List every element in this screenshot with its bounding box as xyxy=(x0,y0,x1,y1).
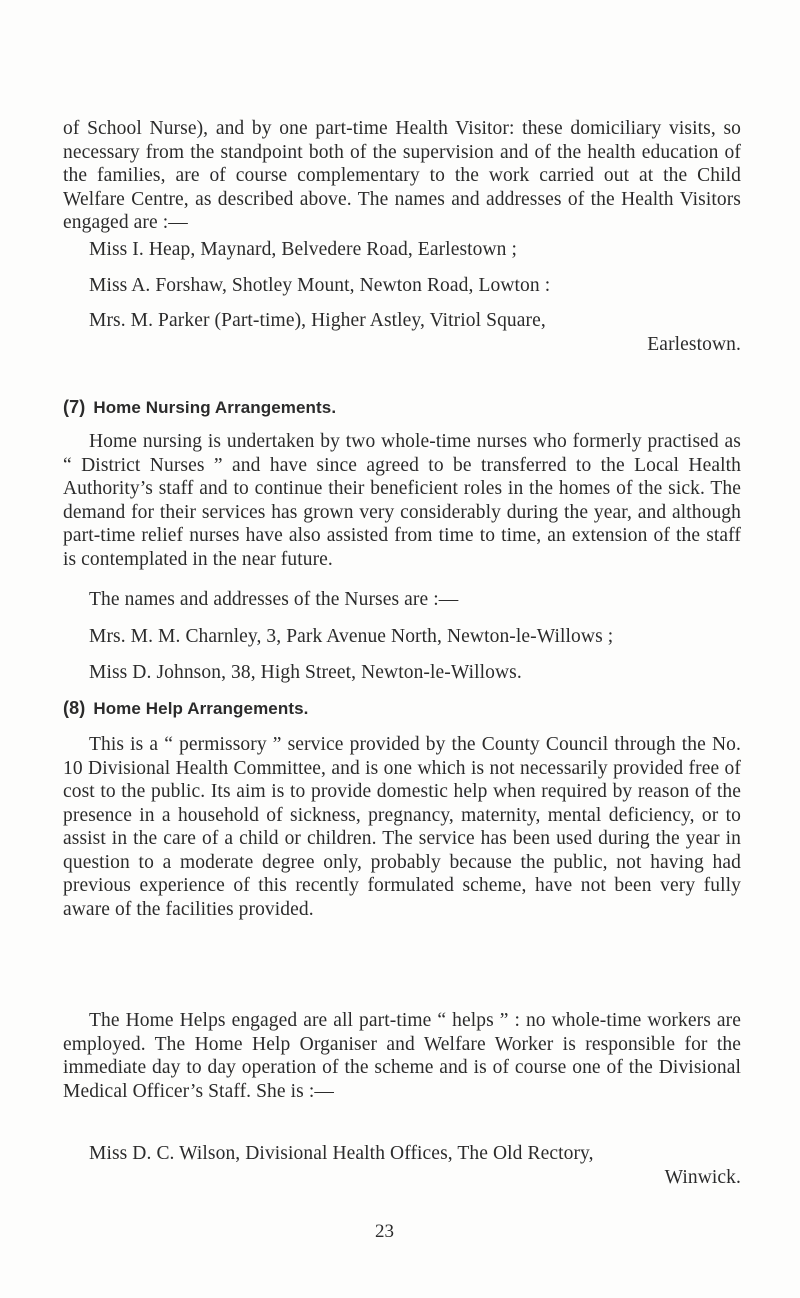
nurse-charnley: Mrs. M. M. Charnley, 3, Park Avenue North, Newton-le-Willows ; xyxy=(89,625,614,647)
visitor-parker-line2: Earlestown. xyxy=(647,333,741,355)
intro-paragraph: of School Nurse), and by one part-time Health Visitor: these domiciliary visits, so necessary from the standpoint both of the supervision and of the health education of the families, are of course complementary to the work carried out at the Child Welfare Centre, as described above. The names and addresses of the Health Visitors engaged are :— xyxy=(63,118,741,233)
organiser-line2: Winwick. xyxy=(664,1166,741,1188)
home-help-paragraph-2: The Home Helps engaged are all part-time “ helps ” : no whole-time workers are employed. The Home Help Organiser and Welfare Worker is responsible for the immediate day to day operation of the scheme and is of course one of the Divisional Medical Officer’s Staff. She is :— xyxy=(63,1010,741,1102)
section-8-body xyxy=(63,733,741,921)
nurses-list xyxy=(63,588,741,685)
section-number: (7) xyxy=(63,397,86,417)
nurse-johnson: Miss D. Johnson, 38, High Street, Newton-le-Willows. xyxy=(89,662,522,683)
section-title: Home Nursing Arrangements. xyxy=(93,398,337,417)
section-heading xyxy=(63,697,741,721)
section-number: (8) xyxy=(63,698,86,718)
section-7-heading xyxy=(63,396,741,420)
health-visitors-list xyxy=(63,238,741,356)
home-nursing-paragraph: Home nursing is undertaken by two whole-time nurses who formerly practised as “ District Nurses ” and have since agreed to be transferred to the Local Health Authority’s staff and to continue their beneficient roles in the homes of the sick. The demand for their services has grown very considerably during the year, and although part-time relief nurses have also assisted from time to time, an extension of the staff is contemplated in the near future. xyxy=(63,431,741,570)
intro-section xyxy=(63,117,741,235)
section-7-body xyxy=(63,430,741,571)
nurses-intro: The names and addresses of the Nurses are :— xyxy=(89,589,459,610)
organiser-line1: Miss D. C. Wilson, Divisional Health Offices, The Old Rectory, xyxy=(89,1143,594,1164)
home-help-paragraph-1: This is a “ permissory ” service provided by the County Council through the No. 10 Divisional Health Committee, and is one which is not necessarily provided free of cost to the public. Its aim is to provide domestic help when required by reason of the presence in a household of sickness, pregnancy, maternity, mental deficiency, or to assist in the care of a child or children. The service has been used during the year in question to a moderate degree only, probably because the public, not having had previous experience of this recently formulated scheme, have not been very fully aware of the facilities provided. xyxy=(63,734,741,920)
visitor-forshaw: Miss A. Forshaw, Shotley Mount, Newton Road, Lowton : xyxy=(89,274,551,296)
section-8-body-2 xyxy=(63,1009,741,1103)
visitor-heap: Miss I. Heap, Maynard, Belvedere Road, Earlestown ; xyxy=(89,239,518,260)
visitor-parker-line1: Mrs. M. Parker (Part-time), Higher Astley, Vitriol Square, xyxy=(89,310,546,331)
section-8-heading xyxy=(63,697,741,721)
page-number: 23 xyxy=(375,1221,394,1242)
organiser-entry xyxy=(63,1142,741,1189)
section-title: Home Help Arrangements. xyxy=(93,699,309,718)
section-heading xyxy=(63,396,741,420)
